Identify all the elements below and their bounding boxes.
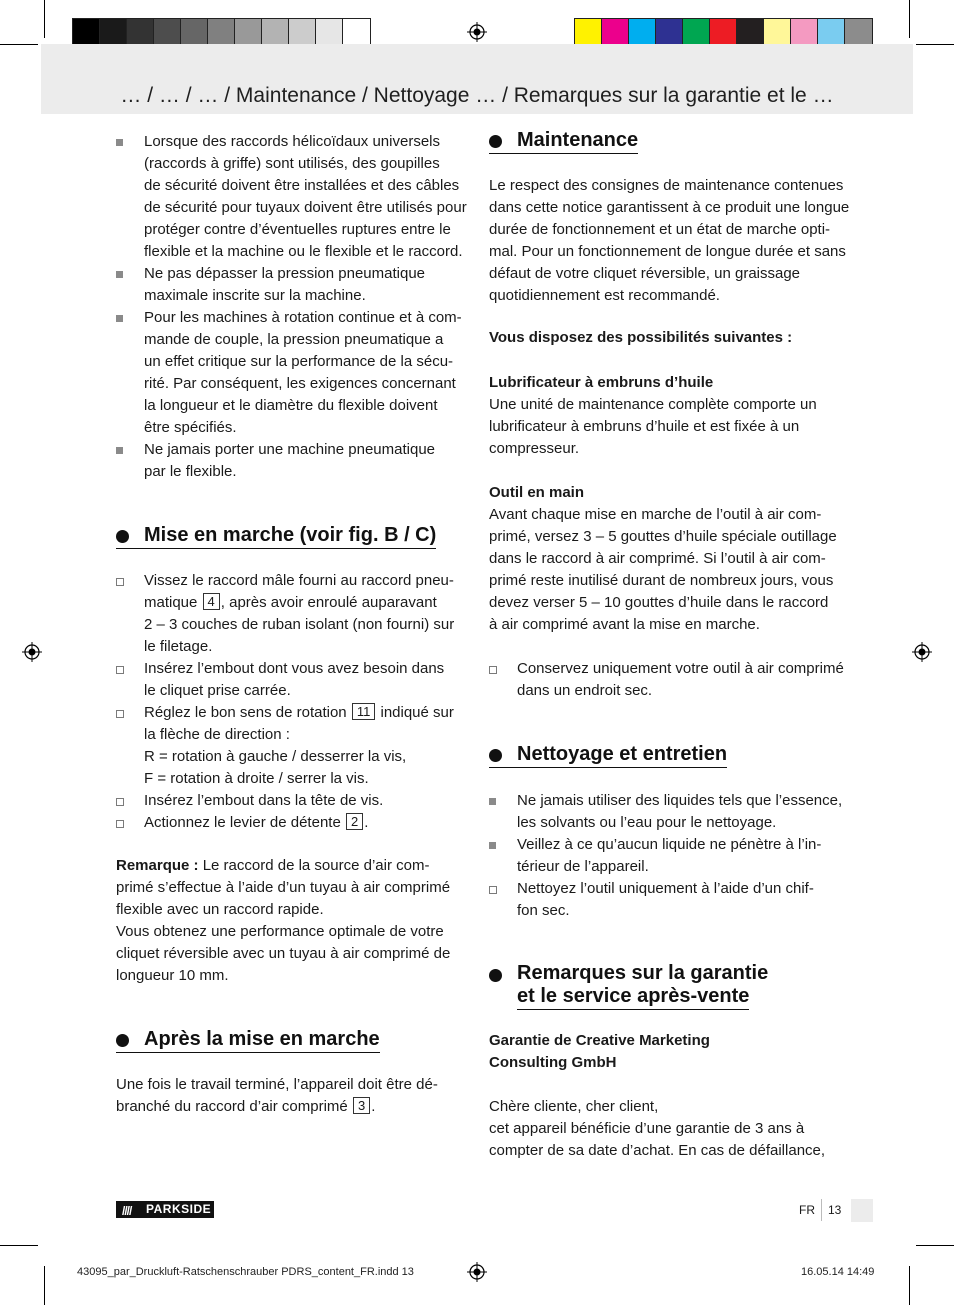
square-bullet-icon: [116, 447, 123, 454]
square-bullet-icon: [116, 315, 123, 322]
checkbox-bullet-icon: [489, 666, 497, 674]
figure-ref-badge: 4: [203, 593, 220, 610]
maintenance-intro: Le respect des consignes de maintenance contenues dans cette notice garantissent à ce produit une longue durée de fonctionnement et un état de marche opti- mal. Pour un fonctionnement de longue durée et sans défaut de votre cliquet réversible, un graissage quotidiennement est recommandé.: [489, 177, 850, 304]
crop-mark: [909, 0, 910, 38]
heading-bullet-icon: [116, 1034, 129, 1047]
heading-start-up: Mise en marche (voir fig. B / C): [116, 523, 436, 549]
list-item: Vissez le raccord mâle fourni au raccord pneu- matique 4 , après avoir enroulé auparavant 2 – 3 couches de ruban isolant (non fourni) sur le filetage.: [116, 570, 468, 658]
slug-filename: 43095_par_Druckluft-Ratschenschrauber PDRS_content_FR.indd 13: [77, 1266, 414, 1278]
color-swatch: [289, 19, 316, 46]
checkbox-bullet-icon: [116, 578, 124, 586]
heading-bullet-icon: [489, 969, 502, 982]
color-swatch: [235, 19, 262, 46]
color-swatch: [764, 19, 791, 46]
crop-mark: [44, 1266, 45, 1305]
footer-divider: [821, 1199, 822, 1221]
figure-ref-badge: 3: [353, 1097, 370, 1114]
lubricator-section: Lubrificateur à embruns d’huile Une unité de maintenance complète comporte un lubrificateur à embruns d’huile et est fixée à un compresseur.: [489, 374, 817, 457]
color-swatch: [656, 19, 683, 46]
checkbox-bullet-icon: [489, 886, 497, 894]
checkbox-bullet-icon: [116, 820, 124, 828]
storage-tip: [489, 658, 843, 702]
crop-mark: [916, 44, 954, 45]
color-swatch: [100, 19, 127, 46]
heading-cleaning: Nettoyage et entretien: [489, 742, 727, 768]
list-item: Veillez à ce qu’aucun liquide ne pénètre à l’in- térieur de l’appareil.: [489, 834, 843, 878]
heading-bullet-icon: [489, 135, 502, 148]
safety-bullet-list: [116, 131, 468, 483]
color-swatch: [845, 19, 872, 46]
color-swatch: [316, 19, 343, 46]
warranty-company-title: Garantie de Creative Marketing Consulting GmbH: [489, 1032, 710, 1071]
heading-bullet-icon: [489, 749, 502, 762]
list-item: Réglez le bon sens de rotation 11 indiqué sur la flèche de direction : R = rotation à gauche / desserrer la vis, F = rotation à droite / serrer la vis.: [116, 702, 468, 790]
list-item: Insérez l’embout dont vous avez besoin dans le cliquet prise carrée.: [116, 658, 468, 702]
language-code: FR: [799, 1203, 815, 1217]
registration-mark-icon: [22, 642, 42, 662]
remark-paragraph: Remarque : Le raccord de la source d’air com- primé s’effectue à l’aide d’un tuyau à air comprimé flexible avec un raccord rapide. Vous obtenez une performance optimale de votre cliquet réversible avec un tuyau à air comprimé de longueur 10 mm.: [116, 857, 451, 984]
figure-ref-badge: 2: [346, 813, 363, 830]
color-swatch: [575, 19, 602, 46]
color-swatch: [683, 19, 710, 46]
process-color-bar: [574, 18, 873, 47]
list-item: Ne pas dépasser la pression pneumatique maximale inscrite sur la machine.: [116, 263, 468, 307]
heading-warranty: Remarques sur la garantie et le service après-vente: [489, 962, 768, 1010]
registration-mark-icon: [467, 22, 487, 42]
heading-after-start: Après la mise en marche: [116, 1027, 380, 1053]
square-bullet-icon: [116, 139, 123, 146]
color-swatch: [73, 19, 100, 46]
color-swatch: [343, 19, 370, 46]
checkbox-bullet-icon: [116, 798, 124, 806]
color-swatch: [262, 19, 289, 46]
crop-mark: [0, 1245, 38, 1246]
color-swatch: [602, 19, 629, 46]
color-swatch: [629, 19, 656, 46]
start-up-steps: [116, 570, 468, 834]
color-swatch: [208, 19, 235, 46]
parkside-logo: //// PARKSIDE: [116, 1201, 214, 1218]
color-swatch: [127, 19, 154, 46]
checkbox-bullet-icon: [116, 710, 124, 718]
list-item: Actionnez le levier de détente 2 .: [116, 812, 468, 834]
crop-mark: [44, 0, 45, 38]
color-swatch: [791, 19, 818, 46]
crop-mark: [0, 44, 38, 45]
list-item: Nettoyez l’outil uniquement à l’aide d’un chif- fon sec.: [489, 878, 843, 922]
checkbox-bullet-icon: [116, 666, 124, 674]
heading-maintenance: Maintenance: [489, 128, 638, 154]
color-swatch: [737, 19, 764, 46]
square-bullet-icon: [489, 842, 496, 849]
page-number: 13: [828, 1203, 842, 1217]
list-item: Pour les machines à rotation continue et à com- mande de couple, la pression pneumatique a un effet critique sur la performance de la sécu- rité. Par conséquent, les exigences concernant la longueur et le diamètre du flexible doivent être spécifiés.: [116, 307, 468, 439]
cleaning-list: [489, 790, 843, 922]
registration-mark-icon: [467, 1262, 487, 1282]
crop-mark: [916, 1245, 954, 1246]
figure-ref-badge: 11: [352, 703, 376, 720]
color-swatch: [181, 19, 208, 46]
crop-mark: [909, 1266, 910, 1305]
square-bullet-icon: [116, 271, 123, 278]
after-start-paragraph: Une fois le travail terminé, l’appareil doit être dé- branché du raccord d’air comprimé 3 .: [116, 1076, 438, 1115]
list-item: Insérez l’embout dans la tête de vis.: [116, 790, 468, 812]
registration-mark-icon: [912, 642, 932, 662]
page-tab: [851, 1199, 873, 1222]
color-swatch: [154, 19, 181, 46]
warranty-text: Chère cliente, cher client, cet appareil bénéficie d’une garantie de 3 ans à compter de sa date d’achat. En cas de défaillance,: [489, 1098, 826, 1159]
list-item: Lorsque des raccords hélicoïdaux universels (raccords à griffe) sont utilisés, des goupilles de sécurité doivent être installées et des câbles de sécurité pour tuyaux doivent être utilisés pour protéger contre d’éventuelles ruptures entre le flexible et la machine ou le flexible et le raccord.: [116, 131, 468, 263]
color-swatch: [818, 19, 845, 46]
tool-in-hand-section: Outil en main Avant chaque mise en marche de l’outil à air com- primé, versez 3 – 5 gouttes d’huile spéciale outillage dans le raccord à air comprimé. Si l’outil à air com- primé reste inutilisé durant de nombreux jours, vous devez verser 5 – 10 gouttes d’huile dans le raccord à air comprimé avant la mise en marche.: [489, 484, 837, 633]
slug-date: 16.05.14 14:49: [801, 1266, 875, 1278]
options-label: Vous disposez des possibilités suivantes :: [489, 329, 793, 346]
list-item: Ne jamais porter une machine pneumatique par le flexible.: [116, 439, 468, 483]
square-bullet-icon: [489, 798, 496, 805]
page-header-title: … / … / … / Maintenance / Nettoyage … / Remarques sur la garantie et le …: [120, 84, 834, 107]
heading-bullet-icon: [116, 530, 129, 543]
color-swatch: [710, 19, 737, 46]
list-item: Ne jamais utiliser des liquides tels que l’essence, les solvants ou l’eau pour le nettoyage.: [489, 790, 843, 834]
gray-color-bar: [72, 18, 371, 47]
list-item: Conservez uniquement votre outil à air comprimé dans un endroit sec.: [489, 658, 843, 702]
